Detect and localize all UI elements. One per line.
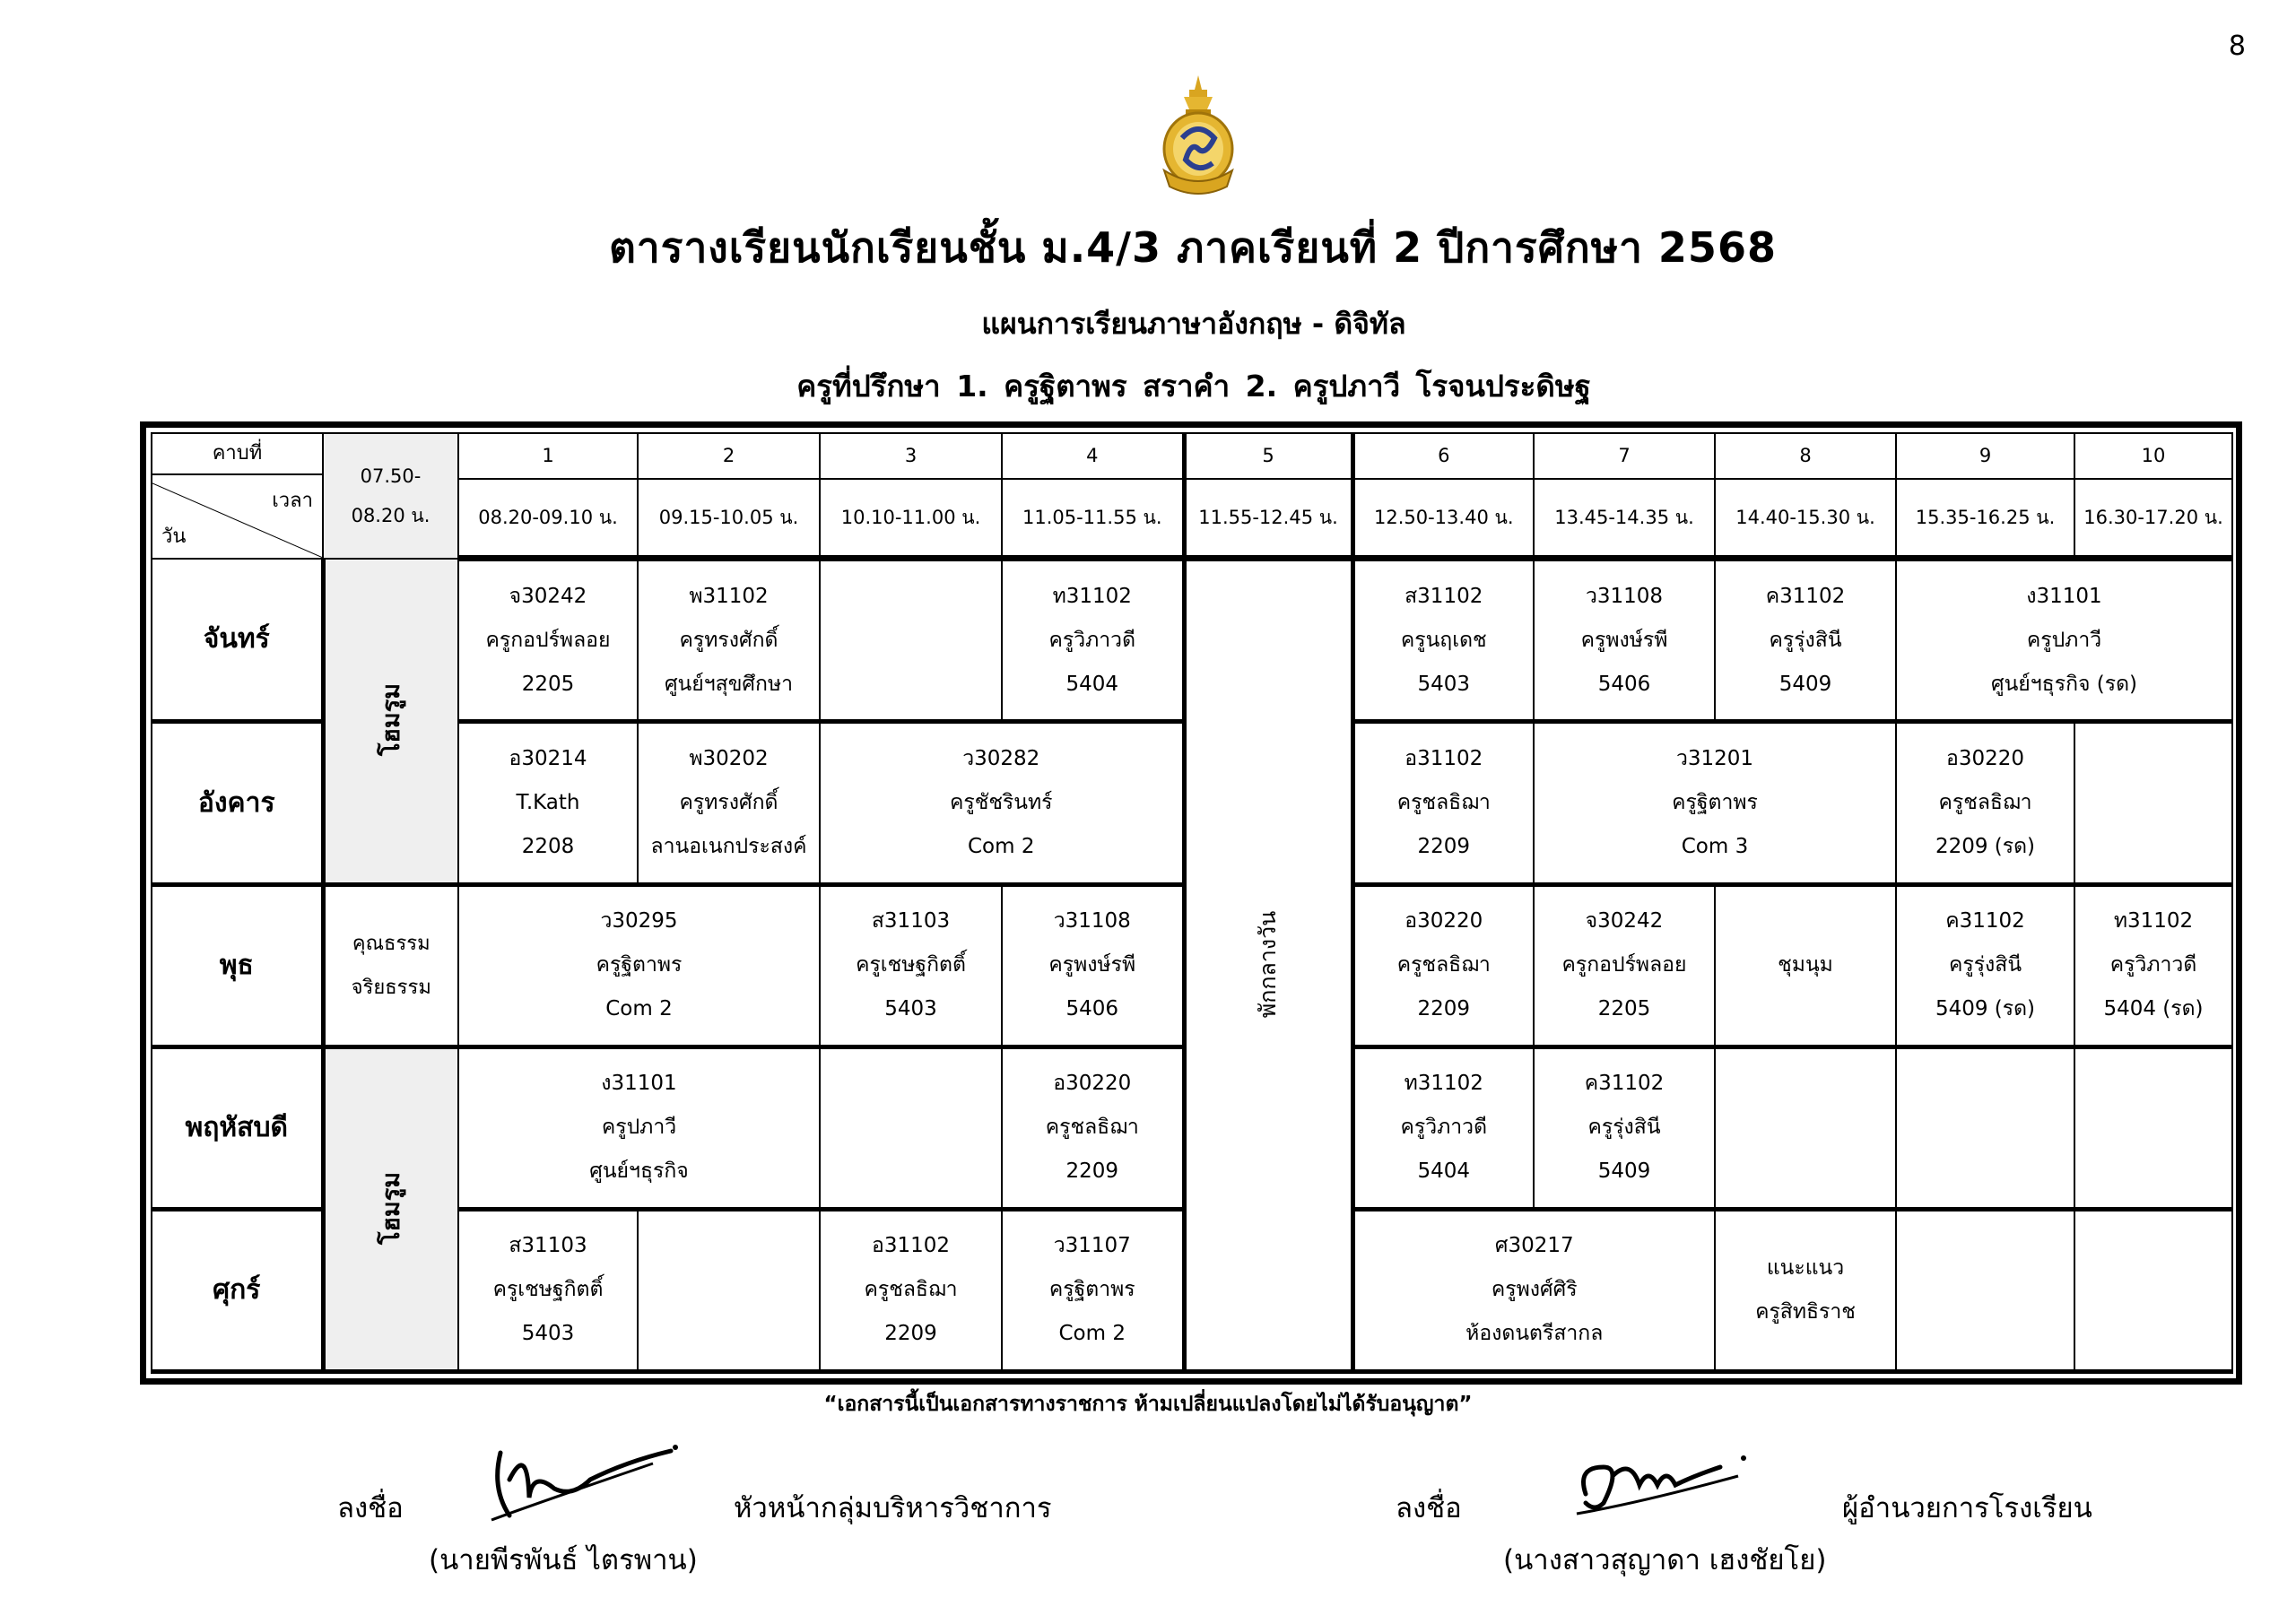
class-cell: อ30220 ครูชลธิฌา 2209 (รด) xyxy=(1896,722,2074,884)
period-number: 6 xyxy=(1352,433,1534,479)
homeroom-cell xyxy=(323,559,458,885)
class-cell: ว30295 ครูฐิตาพร Com 2 xyxy=(458,884,820,1046)
period-time: 16.30-17.20 น. xyxy=(2074,479,2232,559)
study-plan-subtitle: แผนการเรียนภาษาอังกฤษ - ดิจิทัล xyxy=(981,307,1406,341)
official-document-note: “เอกสารนี้เป็นเอกสารทางราชการ ห้ามเปลี่ยนแปลงโดยไม่ได้รับอนุญาต” xyxy=(823,1393,1473,1416)
class-cell: อ31102 ครูชลธิฌา 2209 xyxy=(820,1209,1002,1371)
page-number: 8 xyxy=(2228,30,2246,62)
class-cell: พ31102 ครูทรงศักดิ์ ศูนย์ฯสุขศึกษา xyxy=(638,559,820,722)
period-number: 7 xyxy=(1534,433,1715,479)
morning-slot-time: 07.50- 08.20 น. xyxy=(323,433,458,559)
period-number: 4 xyxy=(1002,433,1184,479)
morality-cell: คุณธรรม จริยธรรม xyxy=(323,884,458,1046)
time-label: เวลา xyxy=(272,490,313,512)
class-cell: ท31102 ครูวิภาวดี 5404 xyxy=(1002,559,1184,722)
day-thursday: พฤหัสบดี xyxy=(152,1046,323,1209)
class-cell: ว31201 ครูฐิตาพร Com 3 xyxy=(1534,722,1896,884)
day-label: วัน xyxy=(161,525,187,548)
class-cell: ค31102 ครูรุ่งสินี 5409 (รด) xyxy=(1896,884,2074,1046)
class-cell: ส31102 ครูนฤเดช 5403 xyxy=(1352,559,1534,722)
period-number: 8 xyxy=(1715,433,1896,479)
period-number: 5 xyxy=(1184,433,1352,479)
homeroom-label: โฮมรูม xyxy=(377,1171,405,1245)
period-number: 2 xyxy=(638,433,820,479)
class-cell: ค31102 ครูรุ่งสินี 5409 xyxy=(1715,559,1896,722)
class-cell: ว31108 ครูพงษ์รพี 5406 xyxy=(1534,559,1715,722)
class-cell: ว31108 ครูพงษ์รพี 5406 xyxy=(1002,884,1184,1046)
period-time: 12.50-13.40 น. xyxy=(1352,479,1534,559)
period-number: 9 xyxy=(1896,433,2074,479)
homeroom-cell xyxy=(323,1046,458,1371)
class-cell: ว31107 ครูฐิตาพร Com 2 xyxy=(1002,1209,1184,1371)
day-wednesday: พุธ xyxy=(152,884,323,1046)
class-cell: ส31103 ครูเชษฐกิตติ์ 5403 xyxy=(820,884,1002,1046)
class-cell: อ30220 ครูชลธิฌา 2209 xyxy=(1352,884,1534,1046)
period-time: 10.10-11.00 น. xyxy=(820,479,1002,559)
class-cell: จ30242 ครูกอปร์พลอย 2205 xyxy=(1534,884,1715,1046)
period-time: 14.40-15.30 น. xyxy=(1715,479,1896,559)
class-cell: ค31102 ครูรุ่งสินี 5409 xyxy=(1534,1046,1715,1209)
class-cell: อ30214 T.Kath 2208 xyxy=(458,722,638,884)
class-cell: ง31101 ครูปภาวี ศูนย์ฯธุรกิจ (รด) xyxy=(1896,559,2232,722)
period-number: 3 xyxy=(820,433,1002,479)
signature-right-icon xyxy=(1568,1440,1756,1521)
class-cell: ศ30217 ครูพงศ์ศิริ ห้องดนตรีสากล xyxy=(1352,1209,1715,1371)
lunch-break-cell xyxy=(1184,559,1352,1372)
class-cell xyxy=(2074,1209,2232,1371)
class-cell xyxy=(2074,1046,2232,1209)
class-cell xyxy=(820,559,1002,722)
period-label: คาบที่ xyxy=(152,434,322,475)
sign-label-right: ลงชื่อ xyxy=(1396,1492,1462,1524)
class-cell xyxy=(1896,1046,2074,1209)
lunch-label: พักกลางวัน xyxy=(1255,910,1282,1019)
signature-left-icon xyxy=(474,1435,689,1533)
page-title: ตารางเรียนนักเรียนชั้น ม.4/3 ภาคเรียนที่ 2 ปีการศึกษา 2568 xyxy=(609,223,1777,272)
period-time: 11.05-11.55 น. xyxy=(1002,479,1184,559)
header-corner-cell xyxy=(152,433,323,559)
position-right: ผู้อำนวยการโรงเรียน xyxy=(1842,1492,2092,1524)
sign-label-left: ลงชื่อ xyxy=(337,1492,404,1524)
position-left: หัวหน้ากลุ่มบริหารวิชาการ xyxy=(734,1492,1052,1524)
class-cell xyxy=(820,1046,1002,1209)
class-cell xyxy=(2074,722,2232,884)
day-monday: จันทร์ xyxy=(152,559,323,722)
homeroom-label: โฮมรูม xyxy=(377,682,405,757)
class-cell: ท31102 ครูวิภาวดี 5404 xyxy=(1352,1046,1534,1209)
class-cell: อ31102 ครูชลธิฌา 2209 xyxy=(1352,722,1534,884)
class-cell: ส31103 ครูเชษฐกิตติ์ 5403 xyxy=(458,1209,638,1371)
class-cell xyxy=(1896,1209,2074,1371)
period-time: 13.45-14.35 น. xyxy=(1534,479,1715,559)
class-cell: จ30242 ครูกอปร์พลอย 2205 xyxy=(458,559,638,722)
class-cell: ชุมนุม xyxy=(1715,884,1896,1046)
class-cell: อ30220 ครูชลธิฌา 2209 xyxy=(1002,1046,1184,1209)
class-cell: แนะแนว ครูสิทธิราช xyxy=(1715,1209,1896,1371)
advisors-line: ครูที่ปรึกษา 1. ครูฐิตาพร สราคำ 2. ครูปภาวี โรจนประดิษฐ xyxy=(796,369,1591,404)
class-cell: พ30202 ครูทรงศักดิ์ ลานอเนกประสงค์ xyxy=(638,722,820,884)
timetable xyxy=(140,421,2242,1385)
period-time: 15.35-16.25 น. xyxy=(1896,479,2074,559)
period-number: 1 xyxy=(458,433,638,479)
school-emblem-icon xyxy=(1153,74,1243,206)
period-time: 08.20-09.10 น. xyxy=(458,479,638,559)
period-time: 09.15-10.05 น. xyxy=(638,479,820,559)
signer-name-left: (นายพีรพันธ์ ไตรพาน) xyxy=(429,1544,698,1576)
signer-name-right: (นางสาวสุญาดา เฮงชัยโย) xyxy=(1503,1544,1827,1576)
period-time: 11.55-12.45 น. xyxy=(1184,479,1352,559)
day-tuesday: อังคาร xyxy=(152,722,323,884)
class-cell xyxy=(1715,1046,1896,1209)
class-cell: ง31101 ครูปภาวี ศูนย์ฯธุรกิจ xyxy=(458,1046,820,1209)
class-cell: ว30282 ครูชัชรินทร์ Com 2 xyxy=(820,722,1184,884)
day-friday: ศุกร์ xyxy=(152,1209,323,1371)
class-cell xyxy=(638,1209,820,1371)
class-cell: ท31102 ครูวิภาวดี 5404 (รด) xyxy=(2074,884,2232,1046)
period-number: 10 xyxy=(2074,433,2232,479)
